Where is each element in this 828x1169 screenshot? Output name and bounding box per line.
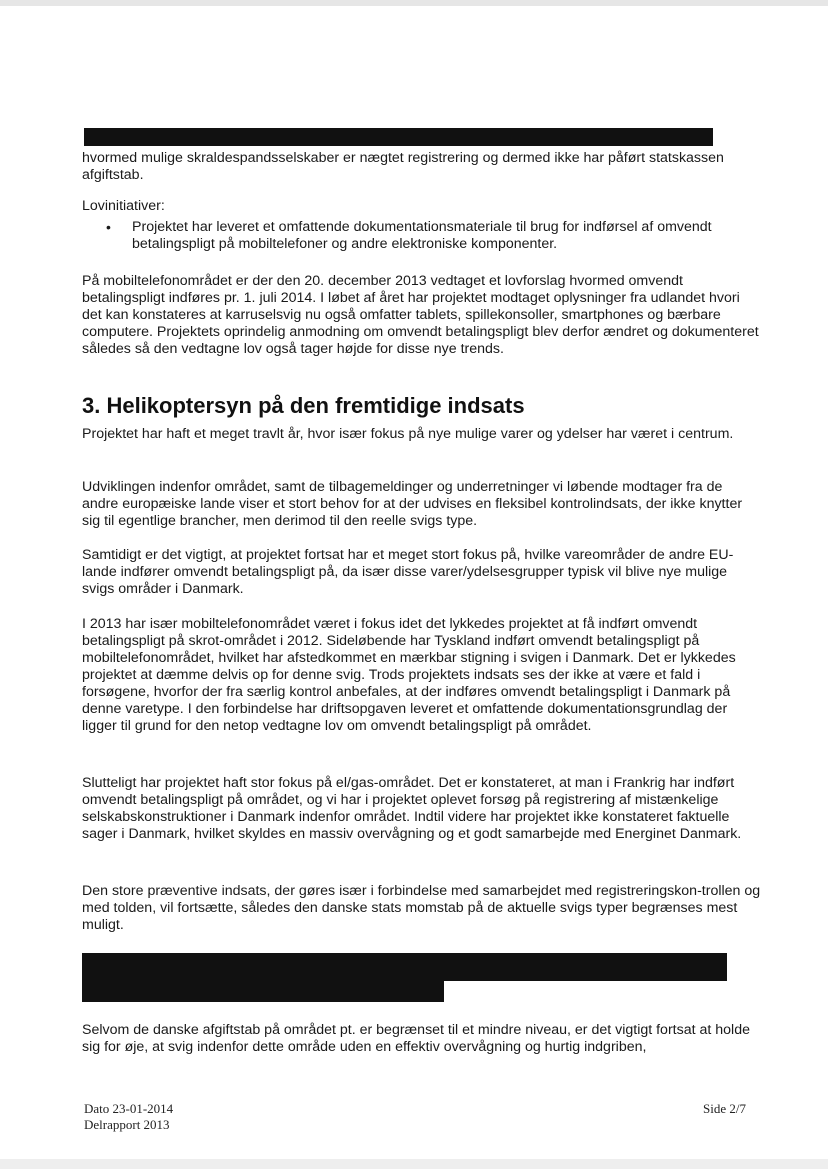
paragraph-praeventive: Den store præventive indsats, der gøres især i forbindelse med samarbejdet med registreringskon-trollen og med tolden, vil fortsætte, således den danske stats momstab på de aktuelle svigs typer begrænses mest muligt.: [82, 883, 761, 933]
scan-top-edge: [0, 0, 828, 6]
footer-report-name: Delrapport 2013: [84, 1117, 170, 1132]
bullet-item-dokumentation: Projektet har leveret et omfattende dokumentationsmateriale til brug for indførsel af omvendt betalingspligt på mobiltelefoner og andre elektroniske komponenter.: [132, 219, 712, 252]
paragraph-2013: I 2013 har især mobiltelefonområdet været i fokus idet det lykkedes projektet at få indført omvendt betalingspligt på skrot-området i 2012. Sideløbende har Tyskland indført omvendt betalingspligt på mobiltelefonområdet, hvilket har afstedkommet en mærkbar stigning i svigen i Danmark. Det er lykkedes projektet at dæmme delvis op for denne svig. Trods projektets indsats ses der ikke at være et fald i forsøgene, hvorfor der fra særlig kontrol anbefales, at der indføres omvendt betalingspligt i Danmark på denne varetype. I den forbindelse har driftsopgaven leveret et omfattende dokumentationsgrundlag der ligger til grund for den netop vedtagne lov om omvendt betalingspligt på området.: [82, 616, 736, 734]
paragraph-skraldespand: hvormed mulige skraldespandsselskaber er nægtet registrering og dermed ikke har påført statskassen afgiftstab.: [82, 150, 724, 183]
redaction-bar-middle-2: [82, 980, 444, 1002]
paragraph-samtidigt: Samtidigt er det vigtigt, at projektet fortsat har et meget stort fokus på, hvilke vareområder de andre EU-lande indfører omvendt betalingspligt på, da især disse varer/ydelsesgrupper typisk vil blive nye mulige svigs områder i Danmark.: [82, 547, 734, 597]
scan-bottom-edge: [0, 1159, 828, 1169]
footer-left: [84, 1101, 173, 1133]
footer-page-number: Side 2/7: [703, 1101, 746, 1116]
footer-date: Dato 23-01-2014: [84, 1101, 174, 1116]
redaction-bar-middle-1: [82, 953, 727, 981]
paragraph-udviklingen: Udviklingen indenfor området, samt de tilbagemeldinger og underretninger vi løbende modtager fra de andre europæiske lande viser et stort behov for at der udvises en fleksibel kontrolindsats, der ikke knytter sig til egentlige brancher, men derimod til den reelle svigs type.: [82, 479, 743, 529]
lovinitiativer-label: Lovinitiativer:: [82, 198, 165, 214]
paragraph-selvom: Selvom de danske afgiftstab på området pt. er begrænset til et mindre niveau, er det vigtigt fortsat at holde sig for øje, at svig indenfor dette område uden en effektiv overvågning og hurtig indgriben,: [82, 1022, 750, 1055]
paragraph-travlt-aar: Projektet har haft et meget travlt år, hvor især fokus på nye mulige varer og ydelser har været i centrum.: [82, 426, 734, 442]
section-heading: 3. Helikoptersyn på den fremtidige indsats: [82, 393, 525, 418]
paragraph-el-gas: Slutteligt har projektet haft stor fokus på el/gas-området. Det er konstateret, at man i Frankrig har indført omvendt betalingspligt på området, og vi har i projektet oplevet forsøg på registrering af mistænkelige selskabskonstruktioner i Danmark indenfor området. Indtil videre har projektet ikke konstateret faktuelle sager i Danmark, hvilket skyldes en massiv overvågning og et godt samarbejde med Energinet Danmark.: [82, 775, 742, 842]
bullet-icon: •: [106, 219, 111, 235]
paragraph-mobiltelefon: På mobiltelefonområdet er der den 20. december 2013 vedtaget et lovforslag hvormed omvendt betalingspligt indføres pr. 1. juli 2014. I løbet af året har projektet modtaget oplysninger fra udlandet hvori det kan konstateres at karruselsvig nu også omfatter tablets, spillekonsoller, smartphones og bærbare computere. Projektets oprindelig anmodning om omvendt betalingspligt blev derfor ændret og dokumenteret således så den vedtagne lov også tager højde for disse nye trends.: [82, 273, 759, 357]
redaction-bar-top: [84, 128, 713, 146]
